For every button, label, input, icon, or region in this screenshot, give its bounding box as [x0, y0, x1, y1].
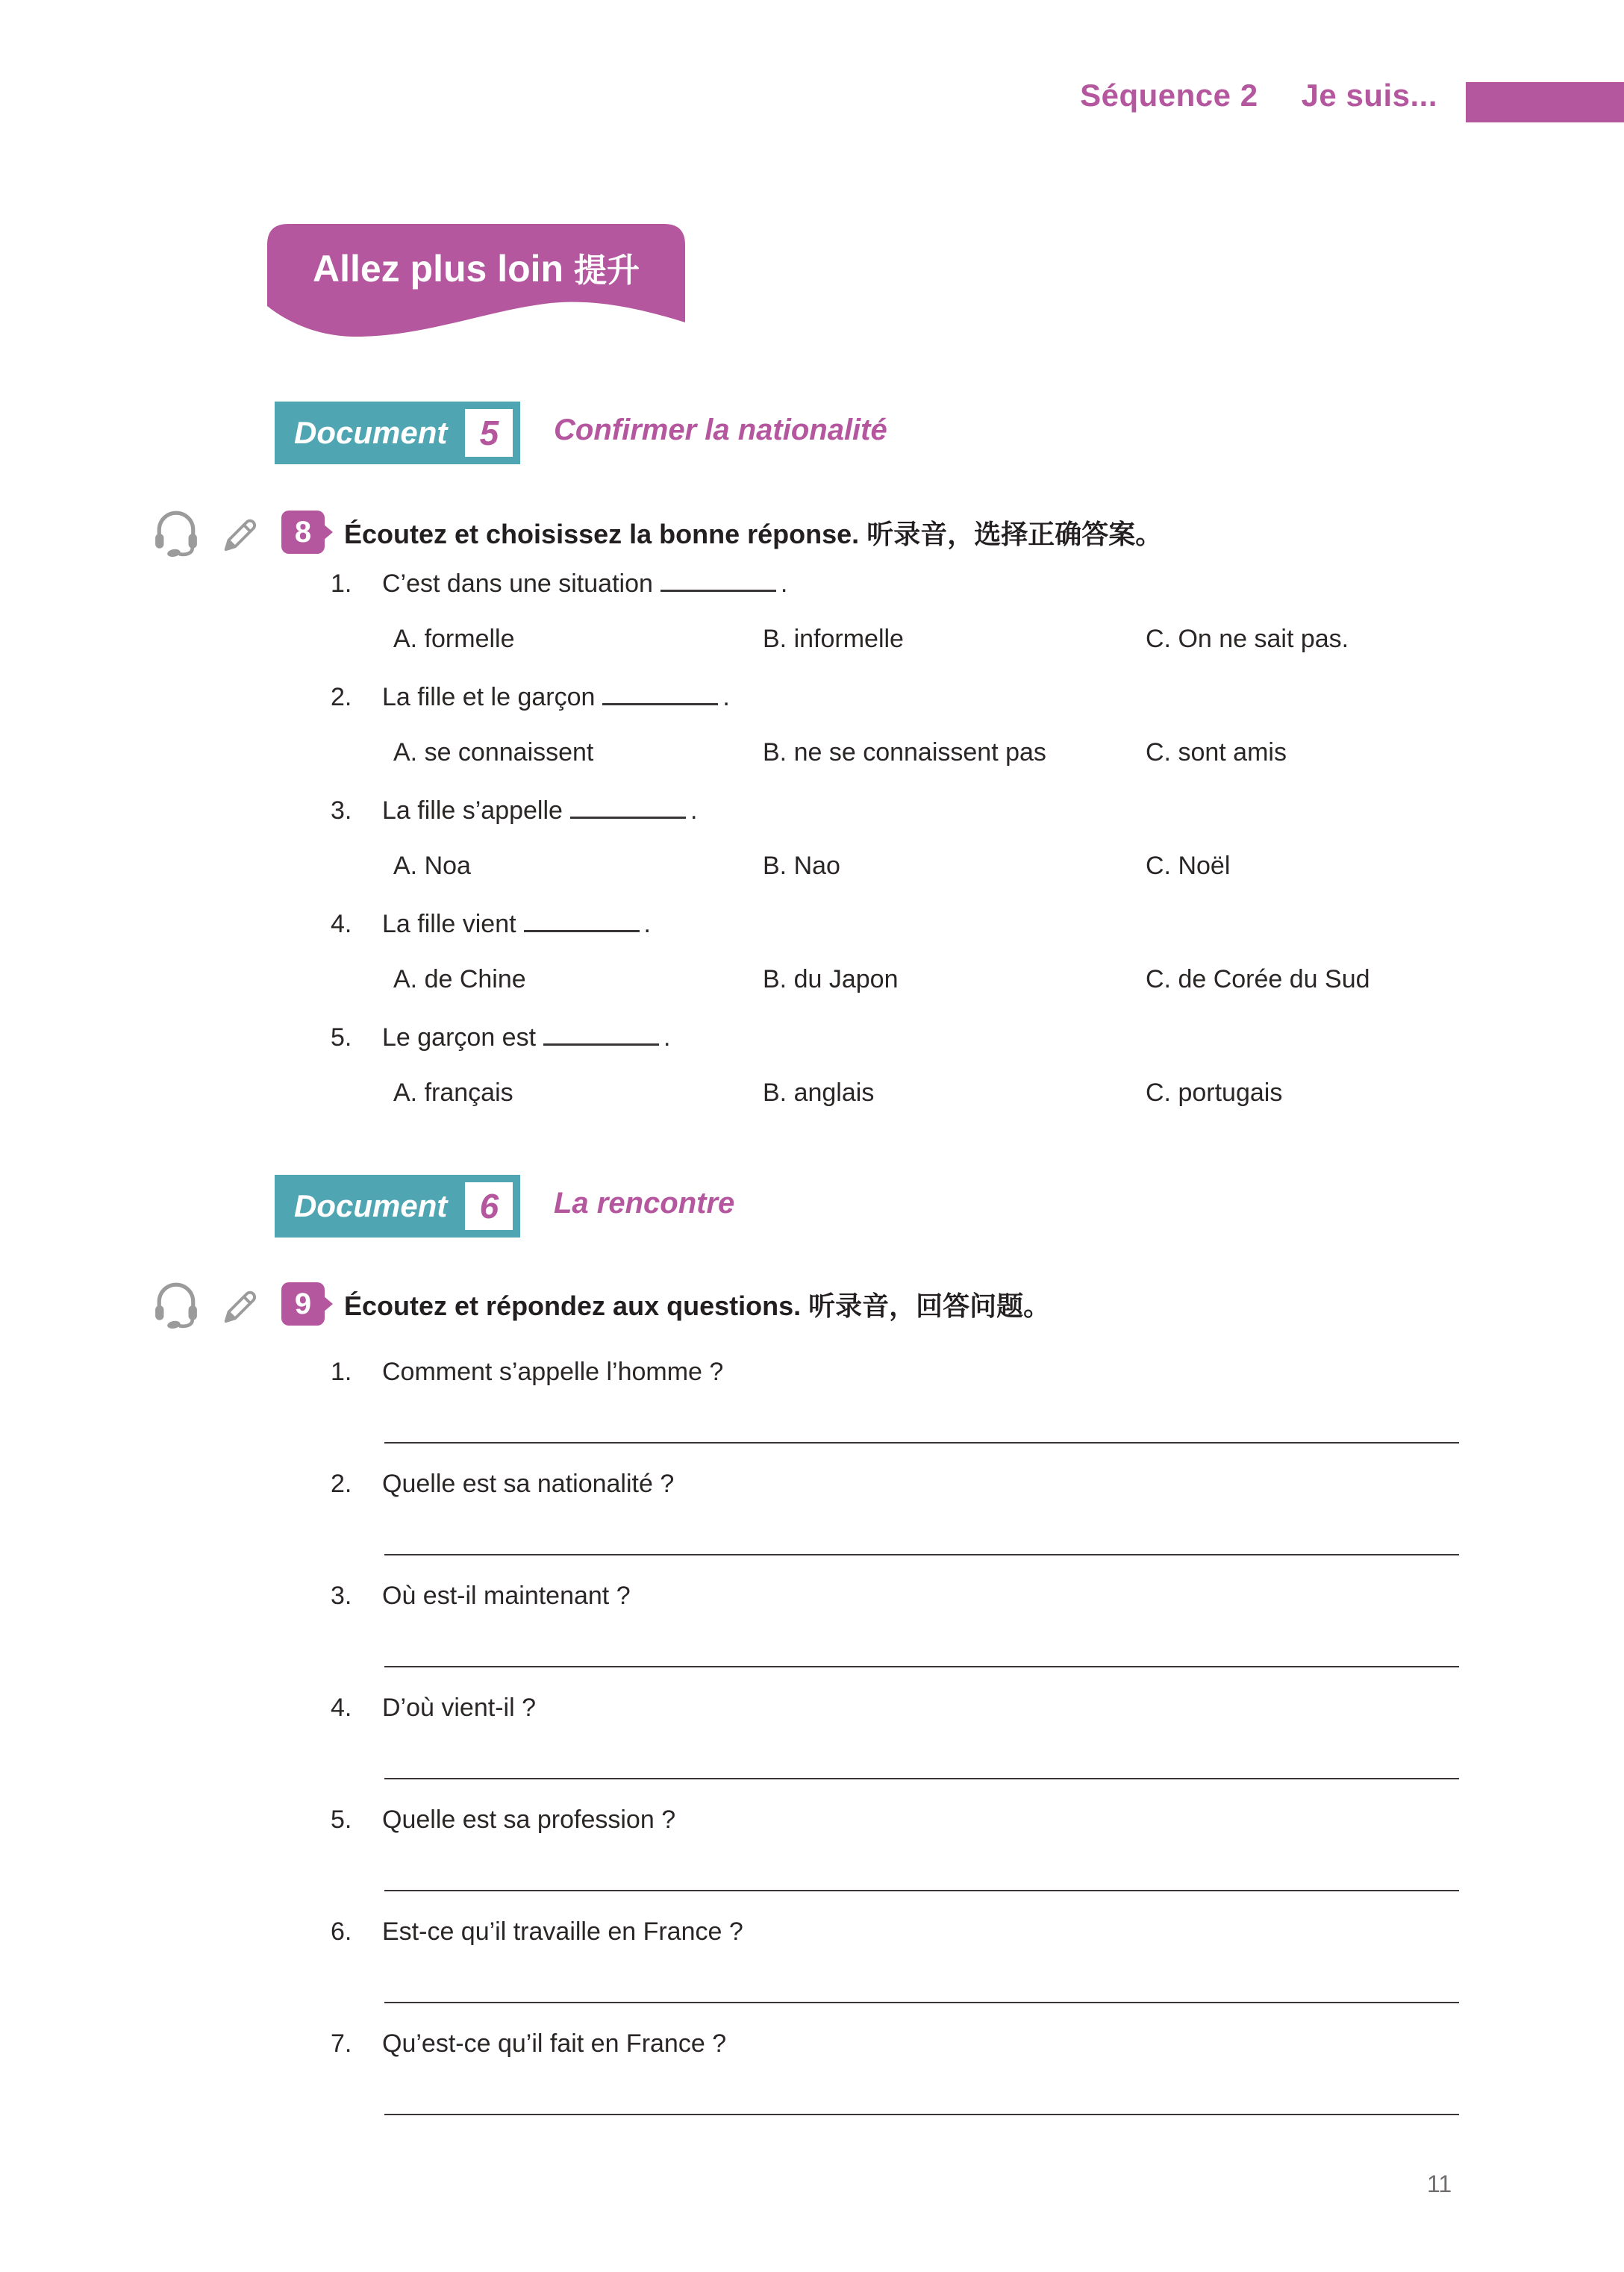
- exercise-instruction: [344, 514, 1162, 552]
- document-number-box: [465, 1182, 513, 1230]
- question-text: [382, 908, 651, 940]
- question-number: 3.: [331, 1582, 352, 1610]
- instruction-zh: 听录音，选择正确答案。: [866, 518, 1163, 549]
- page-header: [1080, 78, 1437, 113]
- question-text: Quelle est sa profession ?: [382, 1806, 676, 1834]
- option-b: B. ne se connaissent pas: [763, 738, 1046, 767]
- question-number: 1.: [331, 1358, 352, 1386]
- exercise-number-badge: [281, 511, 325, 554]
- question-number: 2.: [331, 1470, 352, 1498]
- option-b: B. du Japon: [763, 965, 899, 993]
- answer-line: [384, 1442, 1459, 1444]
- answer-blank: [570, 794, 686, 819]
- question-text-fr: La fille et le garçon: [382, 683, 596, 711]
- question-text: [382, 1021, 670, 1054]
- answer-line: [384, 2114, 1459, 2115]
- question-text-fr: C’est dans une situation: [382, 569, 653, 598]
- page-number: 11: [1427, 2170, 1452, 2197]
- question-number: 4.: [331, 910, 352, 938]
- banner-title: [267, 243, 685, 291]
- headset-icon: [153, 508, 199, 557]
- headset-icon: [153, 1279, 199, 1329]
- question-text-fr: La fille s’appelle: [382, 796, 563, 825]
- option-a: A. formelle: [393, 625, 515, 653]
- option-a: A. français: [393, 1079, 513, 1107]
- exercise-number-badge: [281, 1282, 325, 1326]
- answer-line: [384, 1890, 1459, 1891]
- question-number: 4.: [331, 1694, 352, 1722]
- document-number-box: [465, 409, 513, 457]
- question-text: Quelle est sa nationalité ?: [382, 1470, 675, 1498]
- question-text: [382, 567, 787, 600]
- document-label-text: Document: [294, 1188, 448, 1223]
- option-b: B. Nao: [763, 852, 840, 880]
- banner-title-fr: Allez plus loin: [312, 248, 564, 290]
- option-c: C. On ne sait pas.: [1146, 625, 1349, 653]
- option-c: C. sont amis: [1146, 738, 1287, 767]
- option-a: A. se connaissent: [393, 738, 594, 767]
- question-text: Comment s’appelle l’homme ?: [382, 1358, 724, 1386]
- option-c: C. Noël: [1146, 852, 1231, 880]
- answer-blank: [602, 681, 718, 705]
- pencil-icon: [219, 512, 259, 552]
- question-number: 1.: [331, 569, 352, 598]
- document-label-text: Document: [294, 415, 448, 450]
- document-5-label: [275, 402, 520, 464]
- question-number: 3.: [331, 796, 352, 825]
- answer-blank: [660, 567, 776, 592]
- answer-line: [384, 1778, 1459, 1779]
- answer-blank: [524, 908, 640, 932]
- document-number: 6: [479, 1187, 499, 1226]
- question-text-fr: Le garçon est: [382, 1023, 537, 1052]
- banner-title-zh: 提升: [574, 252, 640, 289]
- question-text: D’où vient-il ?: [382, 1694, 536, 1722]
- instruction-zh: 听录音，回答问题。: [808, 1290, 1051, 1321]
- answer-line: [384, 1666, 1459, 1667]
- instruction-fr: Écoutez et répondez aux questions.: [344, 1290, 802, 1321]
- document-6-title: La rencontre: [554, 1187, 735, 1220]
- exercise-9-heading: [153, 1278, 1050, 1330]
- section-banner: [267, 224, 685, 346]
- document-number: 5: [479, 413, 499, 452]
- question-text: [382, 794, 697, 827]
- question-text: Est-ce qu’il travaille en France ?: [382, 1917, 743, 1946]
- answer-line: [384, 1554, 1459, 1555]
- question-text: Où est-il maintenant ?: [382, 1582, 631, 1610]
- exercise-number: 8: [294, 515, 312, 549]
- question-text: [382, 681, 730, 714]
- answer-line: [384, 2002, 1459, 2003]
- question-number: 5.: [331, 1806, 352, 1834]
- option-b: B. anglais: [763, 1079, 875, 1107]
- sequence-label: Séquence 2: [1080, 78, 1258, 113]
- exercise-instruction: [344, 1285, 1050, 1323]
- question-number: 6.: [331, 1917, 352, 1946]
- question-tail: .: [663, 1023, 671, 1052]
- question-number: 5.: [331, 1023, 352, 1052]
- question-tail: .: [690, 796, 698, 825]
- question-number: 2.: [331, 683, 352, 711]
- option-b: B. informelle: [763, 625, 904, 653]
- instruction-fr: Écoutez et choisissez la bonne réponse.: [344, 518, 860, 549]
- option-a: A. Noa: [393, 852, 471, 880]
- exercise-8-heading: [153, 506, 1162, 558]
- exercise-number: 9: [294, 1287, 312, 1320]
- header-accent-bar: [1466, 82, 1624, 122]
- question-tail: .: [643, 910, 651, 938]
- question-text-fr: La fille vient: [382, 910, 516, 938]
- document-5-title: Confirmer la nationalité: [554, 413, 887, 446]
- question-tail: .: [780, 569, 788, 598]
- answer-blank: [543, 1021, 659, 1046]
- option-c: C. de Corée du Sud: [1146, 965, 1370, 993]
- pencil-icon: [219, 1284, 259, 1324]
- question-tail: .: [722, 683, 730, 711]
- document-6-label: [275, 1175, 520, 1238]
- sequence-title: Je suis...: [1301, 78, 1437, 113]
- question-text: Qu’est-ce qu’il fait en France ?: [382, 2029, 727, 2058]
- option-c: C. portugais: [1146, 1079, 1283, 1107]
- question-number: 7.: [331, 2029, 352, 2058]
- option-a: A. de Chine: [393, 965, 526, 993]
